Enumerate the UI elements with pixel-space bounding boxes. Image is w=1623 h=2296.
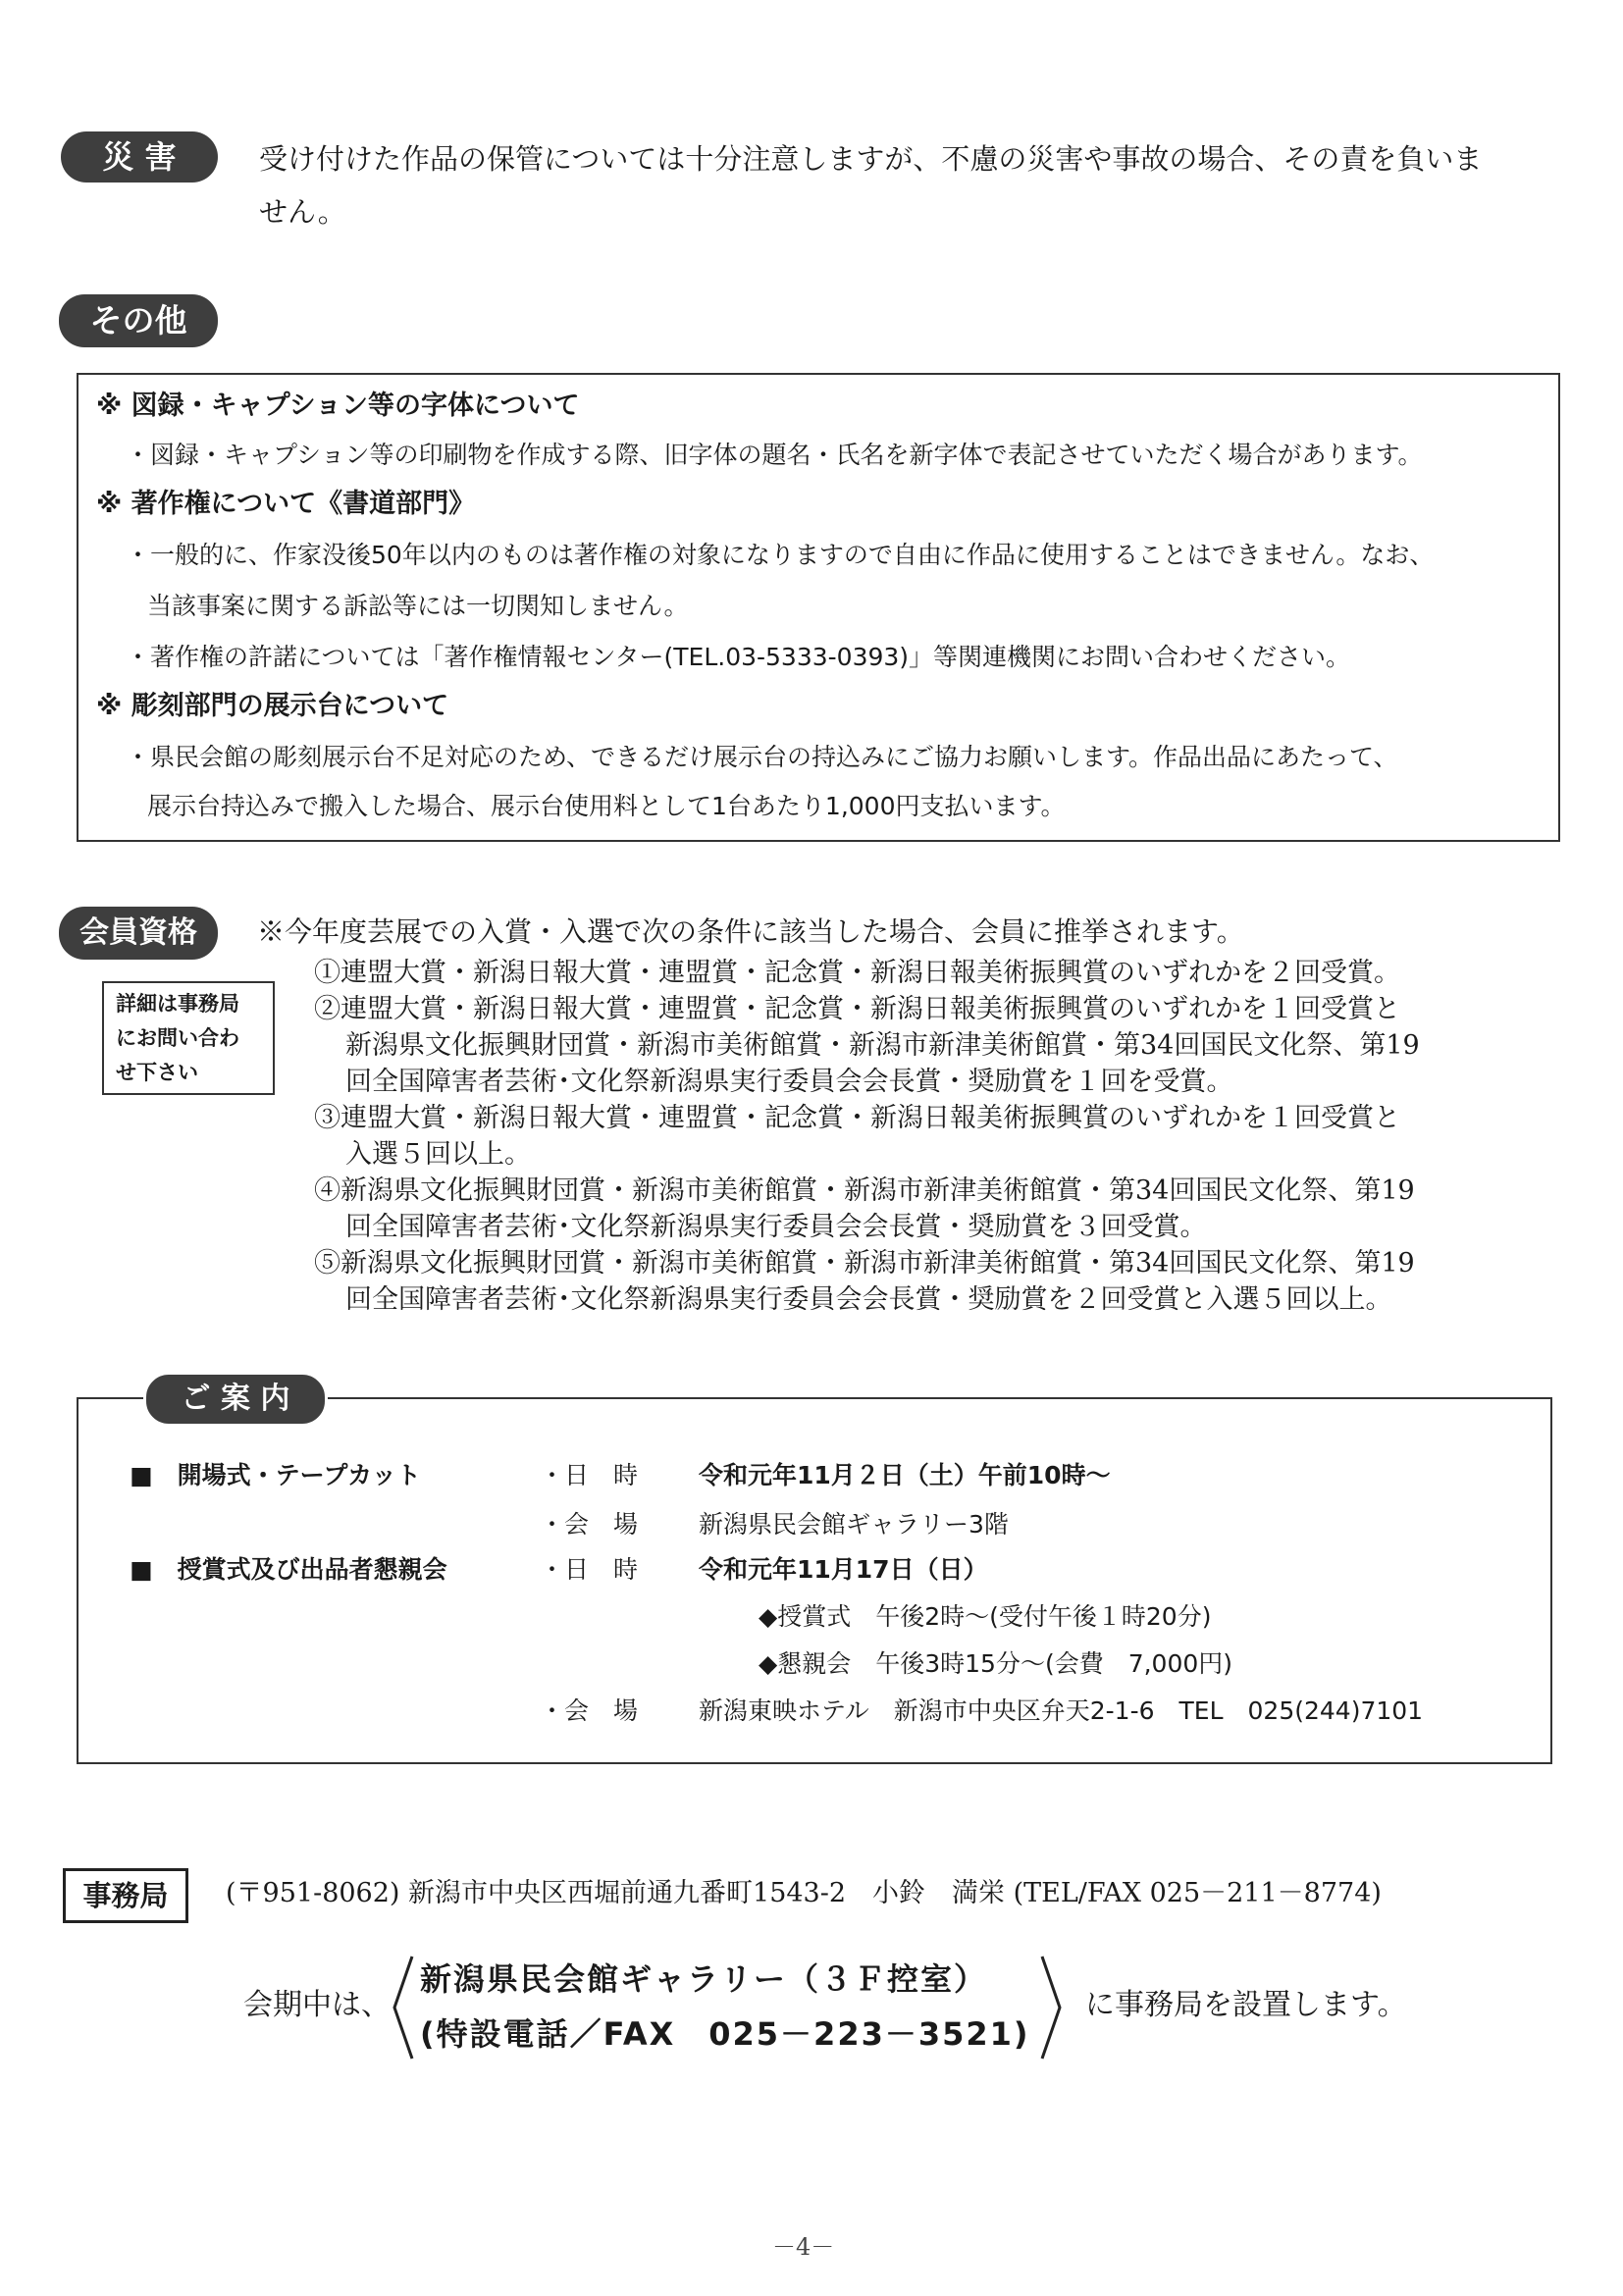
membership-condition-line: 回全国障害者芸術･文化祭新潟県実行委員会会長賞・奨励賞を１回を受賞。 xyxy=(345,1067,1233,1097)
guide-row-2-col3: 新潟県民会館ギャラリー3階 xyxy=(699,1510,1009,1539)
guide-row-1-col2: ・日 時 xyxy=(540,1461,639,1489)
other-bullet-copyright-1: ・一般的に、作家没後50年以内のものは著作権の対象になりますので自由に作品に使用することはできません。なお、 xyxy=(126,541,1435,569)
other-heading-font: ※ 図録・キャプション等の字体について xyxy=(96,391,580,421)
other-label: その他 xyxy=(59,294,218,347)
office-address: (〒951-8062) 新潟市中央区西堀前通九番町1543-2 小鈴 満栄 (TEL/FAX 025－211－8774) xyxy=(226,1878,1382,1908)
disaster-label: 災 害 xyxy=(61,131,218,183)
disaster-text-line-2: せん。 xyxy=(259,195,346,229)
membership-condition-line: ③連盟大賞・新潟日報大賞・連盟賞・記念賞・新潟日報美術振興賞のいずれかを１回受賞と xyxy=(314,1103,1400,1133)
office-label: 事務局 xyxy=(63,1868,188,1923)
guide-row-3-col2: ・日 時 xyxy=(540,1555,639,1584)
membership-label: 会員資格 xyxy=(59,907,218,960)
guide-box xyxy=(77,1397,1552,1764)
membership-condition-line: 入選５回以上。 xyxy=(345,1139,531,1170)
other-box xyxy=(77,373,1560,842)
disaster-text-line-1: 受け付けた作品の保管については十分注意しますが、不慮の災害や事故の場合、その責を負いま xyxy=(259,142,1483,176)
left-angle-bracket-icon xyxy=(391,1953,416,2062)
guide-row-6-col3: 新潟東映ホテル 新潟市中央区弁天2-1-6 TEL 025(244)7101 xyxy=(699,1696,1424,1725)
other-heading-sculpture: ※ 彫刻部門の展示台について xyxy=(96,691,449,721)
other-bullet-sculpture-cont: 展示台持込みで搬入した場合、展示台使用料として1台あたり1,000円支払います。 xyxy=(147,792,1066,820)
guide-label: ご 案 内 xyxy=(143,1372,328,1427)
office-bracket-line-1: 新潟県民会館ギャラリー（３Ｆ控室） xyxy=(420,1960,988,1998)
other-bullet-copyright-2: ・著作権の許諾については「著作権情報センター(TEL.03-5333-0393)」等関連機関にお問い合わせください。 xyxy=(126,643,1351,671)
right-angle-bracket-icon xyxy=(1038,1953,1064,2062)
office-bracket-line-2: (特設電話／FAX 025－223－3521) xyxy=(420,2015,1030,2053)
membership-condition-line: 回全国障害者芸術･文化祭新潟県実行委員会会長賞・奨励賞を３回受賞。 xyxy=(345,1212,1207,1242)
other-bullet-sculpture: ・県民会館の彫刻展示台不足対応のため、できるだけ展示台の持込みにご協力お願いします。作品出品にあたって、 xyxy=(126,743,1398,771)
other-heading-copyright: ※ 著作権について《書道部門》 xyxy=(96,489,476,519)
membership-condition-line: 回全国障害者芸術･文化祭新潟県実行委員会会長賞・奨励賞を２回受賞と入選５回以上。 xyxy=(345,1284,1392,1315)
guide-row-3-col1: ■ 授賞式及び出品者懇親会 xyxy=(130,1555,447,1584)
membership-condition-line: ④新潟県文化振興財団賞・新潟市美術館賞・新潟市新津美術館賞・第34回国民文化祭、第19 xyxy=(314,1175,1415,1206)
guide-row-6-col2: ・会 場 xyxy=(540,1696,639,1725)
membership-condition-line: 新潟県文化振興財団賞・新潟市美術館賞・新潟市新津美術館賞・第34回国民文化祭、第19 xyxy=(345,1030,1420,1061)
membership-intro: ※今年度芸展での入賞・入選で次の条件に該当した場合、会員に推挙されます。 xyxy=(257,915,1244,948)
guide-row-2-col2: ・会 場 xyxy=(540,1510,639,1539)
membership-note-line-1: 詳細は事務局 xyxy=(116,992,239,1016)
office-session-prefix: 会期中は、 xyxy=(243,1988,391,2022)
other-bullet-font: ・図録・キャプション等の印刷物を作成する際、旧字体の題名・氏名を新字体で表記させていただく場合があります。 xyxy=(126,441,1423,469)
membership-condition-line: ⑤新潟県文化振興財団賞・新潟市美術館賞・新潟市新津美術館賞・第34回国民文化祭、第19 xyxy=(314,1248,1415,1278)
membership-note-line-3: せ下さい xyxy=(116,1061,198,1084)
guide-row-1-col1: ■ 開場式・テープカット xyxy=(130,1461,421,1489)
page-number: －4－ xyxy=(772,2233,835,2261)
guide-row-1-col3: 令和元年11月２日（土）午前10時～ xyxy=(699,1461,1111,1489)
guide-row-5-col3: ◆懇親会 午後3時15分～(会費 7,000円) xyxy=(734,1649,1233,1678)
membership-conditions xyxy=(314,955,1420,1318)
membership-note-box xyxy=(102,981,275,1095)
guide-row-3-col3: 令和元年11月17日（日） xyxy=(699,1555,988,1584)
guide-row-4-col3: ◆授賞式 午後2時～(受付午後１時20分) xyxy=(734,1602,1212,1631)
membership-note-line-2: にお問い合わ xyxy=(116,1026,239,1050)
office-session-suffix: に事務局を設置します。 xyxy=(1085,1988,1407,2022)
membership-condition-line: ②連盟大賞・新潟日報大賞・連盟賞・記念賞・新潟日報美術振興賞のいずれかを１回受賞と xyxy=(314,994,1400,1024)
membership-condition-line: ①連盟大賞・新潟日報大賞・連盟賞・記念賞・新潟日報美術振興賞のいずれかを２回受賞。 xyxy=(314,958,1400,988)
other-bullet-copyright-1-cont: 当該事案に関する訴訟等には一切関知しません。 xyxy=(147,592,689,620)
